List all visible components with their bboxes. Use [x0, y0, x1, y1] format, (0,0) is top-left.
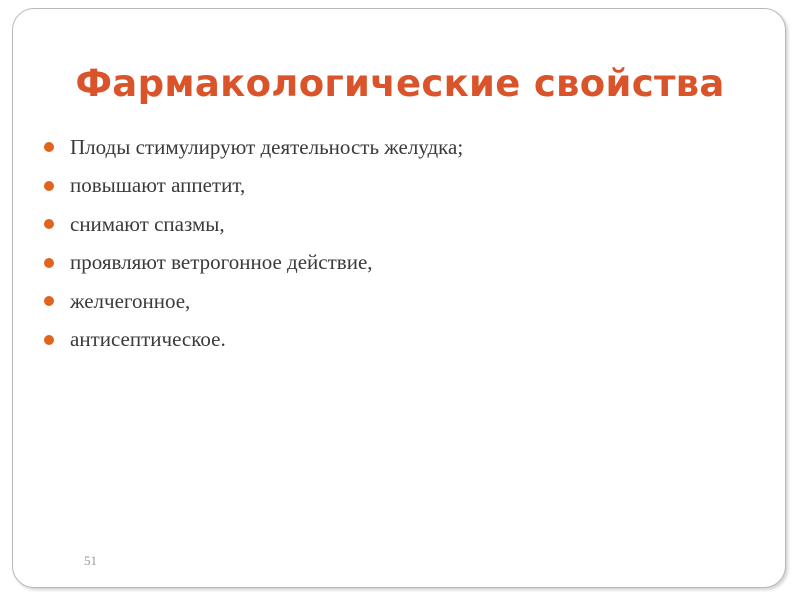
bullet-dot-icon [44, 181, 54, 191]
list-item [44, 244, 463, 283]
list-item-text: Плоды стимулируют деятельность желудка; [70, 134, 464, 159]
list-item [44, 128, 463, 167]
bullet-list [44, 128, 463, 359]
bullet-dot-icon [44, 258, 54, 268]
list-item-text: повышают аппетит, [70, 173, 246, 198]
list-item [44, 321, 463, 360]
bullet-dot-icon [44, 335, 54, 345]
bullet-dot-icon [44, 142, 54, 152]
slide-number: 51 [84, 553, 97, 568]
list-item-text: антисептическое. [70, 327, 226, 352]
list-item-text: желчегонное, [70, 288, 191, 313]
list-item [44, 167, 463, 206]
list-item-text: проявляют ветрогонное действие, [70, 250, 373, 275]
bullet-dot-icon [44, 296, 54, 306]
slide-title: Фармакологические свойства [75, 62, 725, 105]
list-item-text: снимают спазмы, [70, 211, 225, 236]
bullet-dot-icon [44, 219, 54, 229]
list-item [44, 205, 463, 244]
list-item [44, 282, 463, 321]
